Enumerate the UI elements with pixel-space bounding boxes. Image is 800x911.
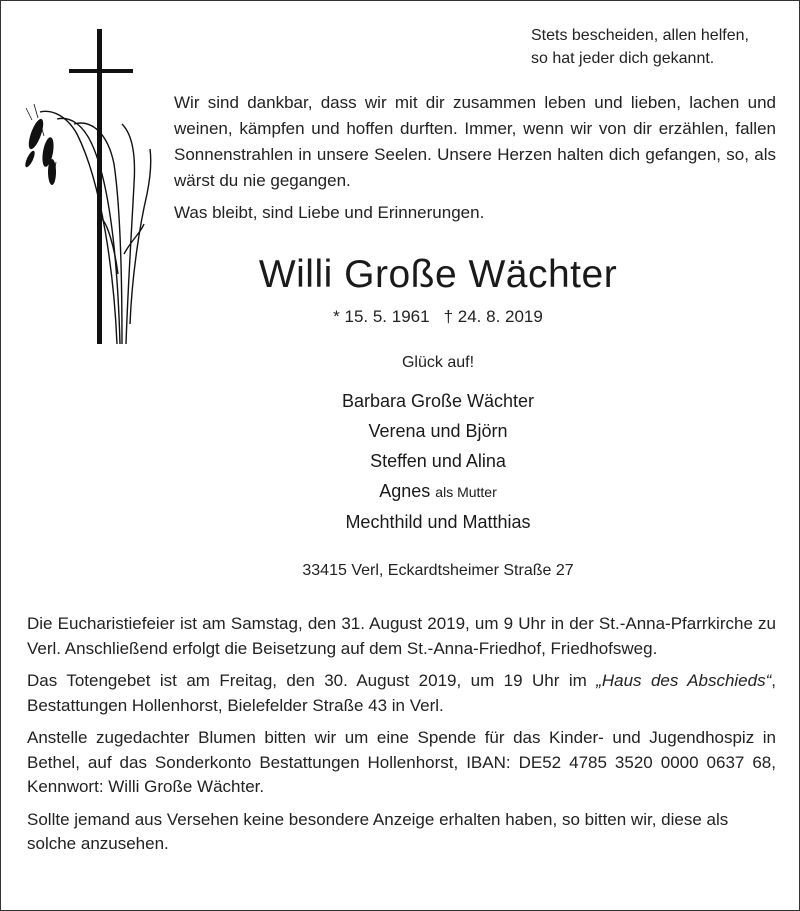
mourner-line: [174, 476, 702, 507]
greeting: Glück auf!: [401, 354, 475, 371]
mourner-name: Agnes: [379, 481, 431, 501]
mourner-line: Steffen und Alina: [370, 451, 506, 471]
life-dates: [174, 305, 702, 329]
service-note: Die Eucharistiefeier ist am Samstag, den 31. August 2019, um 9 Uhr in der St.-Anna-Pfarrkirche zu Verl. Anschließend erfolgt die Beisetzung auf dem St.-Anna-Friedhof, Friedhofsweg.: [27, 614, 776, 658]
prayer-venue: „Haus des Abschieds“: [596, 671, 772, 690]
mourner-line: Mechthild und Matthias: [345, 512, 531, 532]
prayer-note: [27, 669, 776, 718]
apology-note: Sollte jemand aus Versehen keine besondere Anzeige erhalten haben, so bitten wir, diese als solche anzusehen.: [27, 809, 729, 853]
prayer-text-after: , Bestattungen Hollenhorst, Bielefelder Straße 43 in Verl.: [27, 671, 776, 715]
deceased-name: Willi Große Wächter: [258, 253, 618, 296]
mourner-line: Verena und Björn: [368, 421, 508, 441]
motto: [531, 24, 749, 70]
death-date: † 24. 8. 2019: [443, 307, 543, 326]
intro-paragraph-1: Wir sind dankbar, dass wir mit dir zusammen leben und lieben, lachen und weinen, kämpfen und hoffen durften. Immer, wenn wir von dir erzählen, fallen Sonnenstrahlen in unsere Seelen. Unsere Herzen halten dich gefangen, so, als wärst du nie gegangen.: [174, 93, 776, 190]
donation-note: Anstelle zugedachter Blumen bitten wir um eine Spende für das Kinder- und Jugendhospiz in Bethel, auf das Sonderkonto Bestattungen Hollenhorst, IBAN: DE52 4785 3520 0000 0637 68, Kennwort: Willi Große Wächter.: [27, 728, 776, 796]
cross-with-wheat-icon: [22, 24, 172, 354]
birth-date: * 15. 5. 1961: [333, 307, 430, 326]
motto-line-2: so hat jeder dich gekannt.: [531, 50, 715, 67]
prayer-text-before: Das Totengebet ist am Freitag, den 30. August 2019, um 19 Uhr im: [27, 671, 597, 690]
intro-text: [174, 90, 776, 232]
funeral-notes: [27, 612, 776, 865]
family-address: 33415 Verl, Eckardtsheimer Straße 27: [302, 562, 574, 579]
mourners-list: [174, 386, 702, 537]
mourner-line: Barbara Große Wächter: [341, 391, 535, 411]
mourner-relation: als Mutter: [435, 484, 497, 500]
intro-paragraph-2: Was bleibt, sind Liebe und Erinnerungen.: [174, 203, 485, 222]
motto-line-1: Stets bescheiden, allen helfen,: [531, 27, 749, 44]
